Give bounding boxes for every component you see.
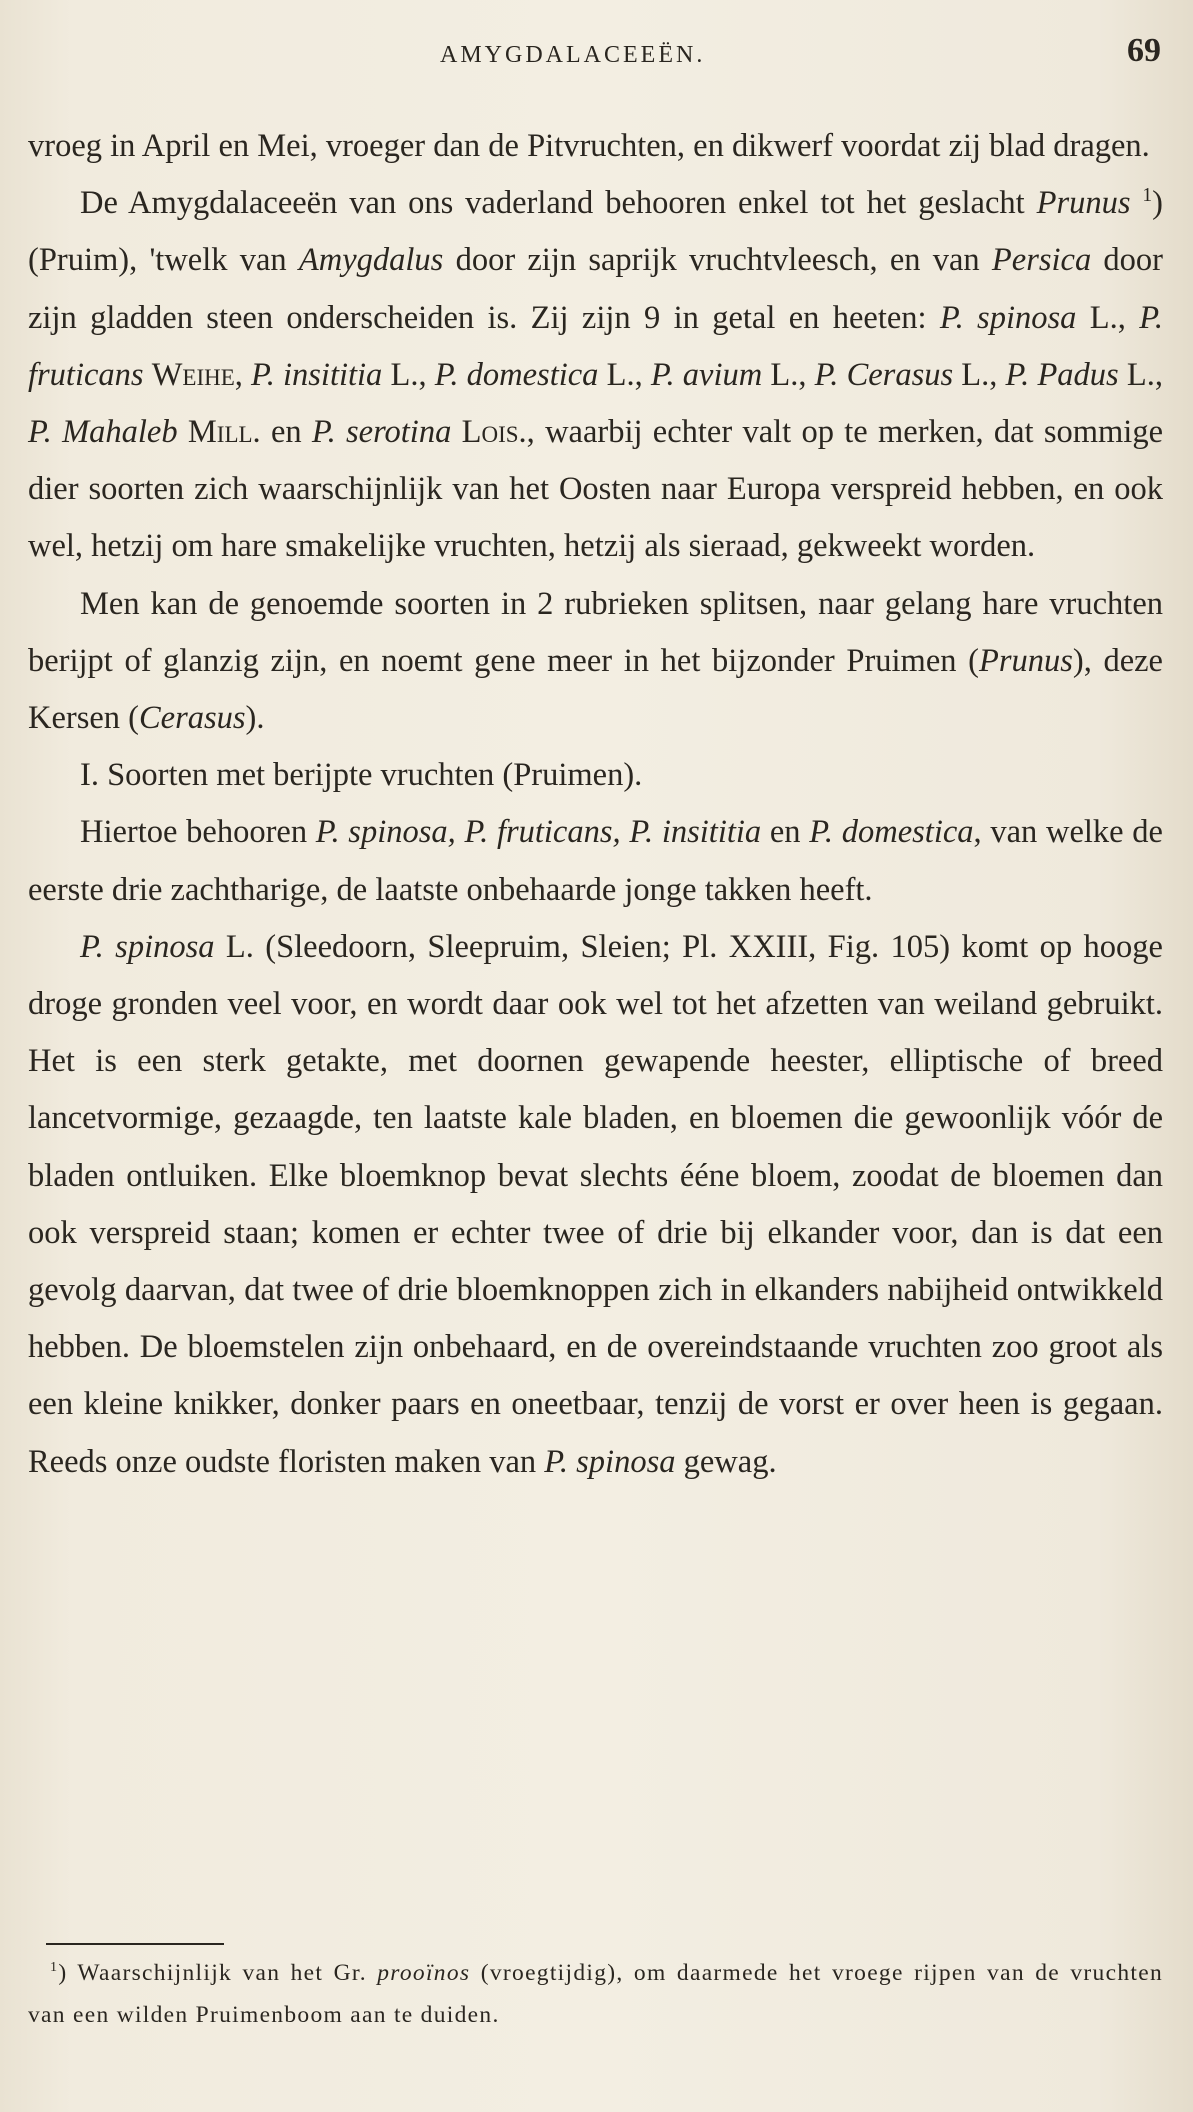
species-name: P. Cerasus [814,356,954,393]
species-name: P. spinosa [80,928,215,965]
footnote-ref: 1 [1142,185,1153,207]
text-run: door zijn gladden steen onderscheiden is. Zij zijn 9 in getal en heeten: [28,242,1164,336]
text-run: De Amygdalaceeën van ons vaderland behooren enkel tot het geslacht [80,185,1037,222]
species-name: P. domestica [809,814,974,851]
greek-term: prooïnos [377,1960,471,1986]
text-run: L., [1118,356,1163,393]
text-run: door zijn saprijk vruchtvleesch, en van [443,242,992,279]
text-run: vroeg in April en Mei, vroeger dan de Pitvruchten, en dikwerf voordat zij blad dragen. [28,128,1150,164]
paragraph-1 [28,118,1163,175]
text-run: gewag. [675,1443,777,1480]
author-name: Weihe [151,356,235,393]
species-name: P. fruticans [28,299,1163,393]
page-number: 69 [1127,32,1161,69]
author-name: Mill. [187,414,261,451]
taxon-name: Persica [991,242,1092,279]
species-name: P. avium [650,356,763,393]
text-run: L. (Sleedoorn, Sleepruim, Sleien; Pl. XXIII, Fig. 105) komt op hooge droge gronden veel voor, en wordt daar ook wel tot het afzetten van weiland gebruikt. Het is een sterk getakte, met doornen gewapende heester, elliptische of breed lancetvormige, gezaagde, ten laatste kale bladen, en bloemen die gewoonlijk vóór de bladen ontluiken. Elke bloemknop bevat slechts ééne bloem, zoodat de bloemen dan ook verspreid staan; komen er echter twee of drie bij elkander voor, dan is dat een gevolg daarvan, dat twee of drie bloemknoppen zich in elkanders nabijheid ontwikkeld hebben. De bloemstelen zijn onbehaard, en de overeindstaande vruchten zoo groot als een kleine knikker, donker paars en oneetbaar, tenzij de vorst er over heen is gegaan. Reeds onze oudste floristen maken van [28,928,1163,1480]
body-text [28,118,1163,1491]
section-heading [28,747,1163,804]
text-run: ), deze Kersen ( [28,642,1163,737]
species-name: P. serotina [311,414,452,451]
footnote [28,1952,1163,2036]
text-run: L., [762,356,815,393]
paragraph-5 [28,804,1163,918]
species-name: P. insititia [251,356,383,393]
species-name: P. spinosa [939,299,1077,336]
footnote-divider [46,1943,224,1945]
species-name: P. Padus [1005,356,1119,393]
text-run: ). [245,700,265,737]
author-name: Lois. [461,414,527,451]
species-name: P. domestica [434,356,599,393]
species-name: P. Mahaleb [28,414,178,451]
text-run: L., [382,356,435,393]
species-name: P. spinosa, P. fruticans, P. insititia [315,814,762,851]
text-run: (vroegtijdig), om daarmede het vroege rijpen van de vruchten van een wilden Pruimenboom aan te duiden. [28,1960,1164,2028]
text-run: Hiertoe behooren [80,814,316,851]
taxon-name: Prunus [1036,185,1131,222]
text-run: L., [598,356,651,393]
text-run: ) Waarschijnlijk van het Gr. [58,1960,378,1986]
text-run: , van welke de eerste drie zachtharige, de laatste onbehaarde jonge takken heeft. [28,814,1163,908]
page-header [0,28,1193,78]
paragraph-2 [28,175,1163,575]
text-run: Men kan de genoemde soorten in 2 rubrieken splitsen, naar gelang hare vruchten berijpt of glanzig zijn, en noemt gene meer in het bijzonder Pruimen ( [28,585,1163,679]
paragraph-3 [28,576,1163,748]
text-run: , waarbij echter valt op te merken, dat sommige dier soorten zich waarschijnlijk van het Oosten naar Europa verspreid hebben, en ook wel, hetzij om hare smakelijke vruchten, hetzij als sieraad, gekweekt worden. [28,414,1163,565]
text-run: I. Soorten met berijpte vruchten (Pruimen). [80,757,643,794]
text-run: ) (Pruim), 'twelk van [28,185,1163,279]
running-title: AMYGDALACEEËN. [440,42,706,68]
taxon-name: Prunus [978,642,1073,679]
species-name: P. spinosa [544,1443,676,1480]
text-run: , [234,356,252,393]
text-run: L., [1076,299,1140,336]
text-run: en [761,814,810,851]
text-run: L., [953,356,1006,393]
taxon-name: Amygdalus [298,242,444,279]
paragraph-6 [28,919,1163,1491]
footnote-marker: 1 [50,1959,59,1976]
taxon-name: Cerasus [139,700,246,737]
text-run: en [260,414,312,451]
